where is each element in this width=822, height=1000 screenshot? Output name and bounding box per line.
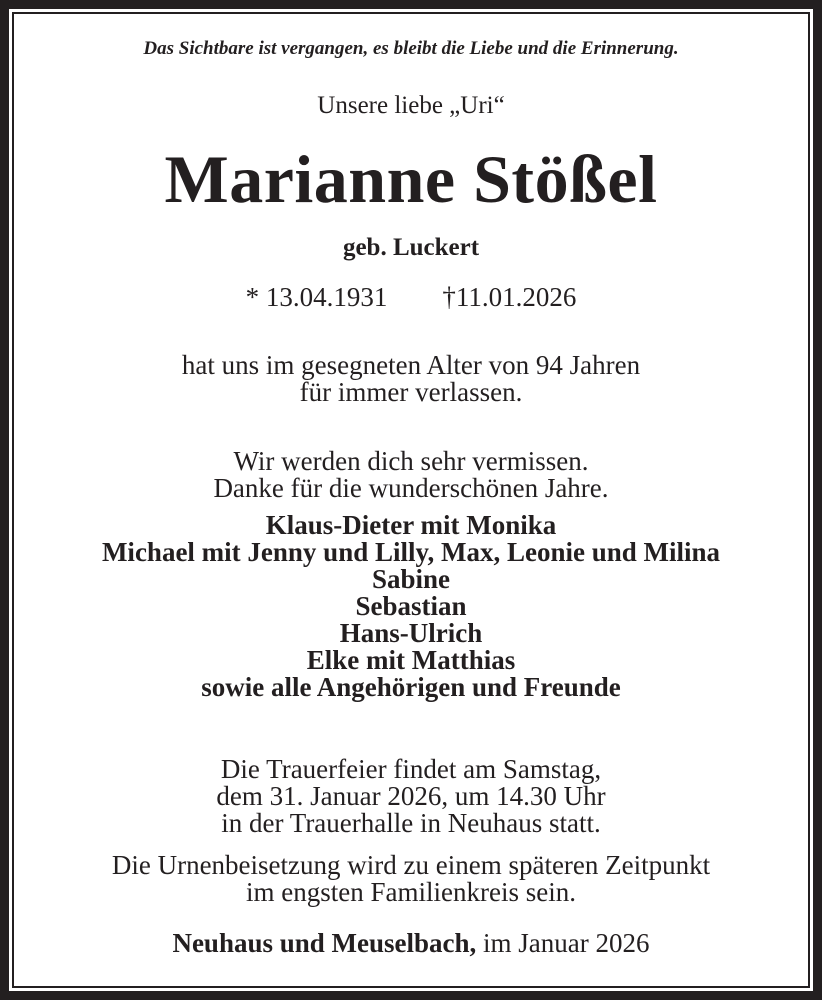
farewell-line: Wir werden dich sehr vermissen. (233, 446, 589, 476)
mourner-line: Sebastian (355, 591, 467, 621)
maiden-name: geb. Luckert (342, 234, 480, 261)
burial-line: Die Urnenbeisetzung wird zu einem späteren Zeitpunkt (111, 850, 711, 880)
service-line: Die Trauerfeier findet am Samstag, (220, 754, 602, 784)
mourner-line: Sabine (371, 564, 451, 594)
burial-info (0, 852, 822, 906)
death-date: †11.01.2026 (442, 282, 577, 312)
message-line: hat uns im gesegneten Alter von 94 Jahren (181, 350, 641, 380)
farewell (0, 448, 822, 502)
farewell-line: Danke für die wunderschönen Jahre. (213, 473, 609, 503)
message-line: für immer verlassen. (299, 377, 523, 407)
service-line: dem 31. Januar 2026, um 14.30 Uhr (216, 781, 606, 811)
intro: Unsere liebe „Uri“ (317, 92, 505, 119)
dates (0, 282, 822, 313)
service-info (0, 756, 822, 837)
mourner-line: Michael mit Jenny und Lilly, Max, Leonie und Milina (101, 537, 721, 567)
mourner-line: Klaus-Dieter mit Monika (265, 510, 557, 540)
mourner-line: Elke mit Matthias (306, 645, 516, 675)
service-line: in der Trauerhalle in Neuhaus statt. (221, 808, 601, 838)
message (0, 352, 822, 406)
motto: Das Sichtbare ist vergangen, es bleibt die Liebe und die Erinnerung. (143, 38, 679, 59)
place: Neuhaus und Meuselbach, (172, 928, 477, 958)
deceased-name: Marianne Stößel (164, 141, 658, 217)
birth-date: * 13.04.1931 (245, 282, 388, 312)
date: im Januar 2026 (476, 928, 650, 958)
mourners (0, 512, 822, 701)
mourner-line: Hans-Ulrich (339, 618, 483, 648)
place-date (0, 930, 822, 957)
burial-line: im engsten Familienkreis sein. (246, 877, 576, 907)
mourner-line: sowie alle Angehörigen und Freunde (201, 672, 621, 702)
